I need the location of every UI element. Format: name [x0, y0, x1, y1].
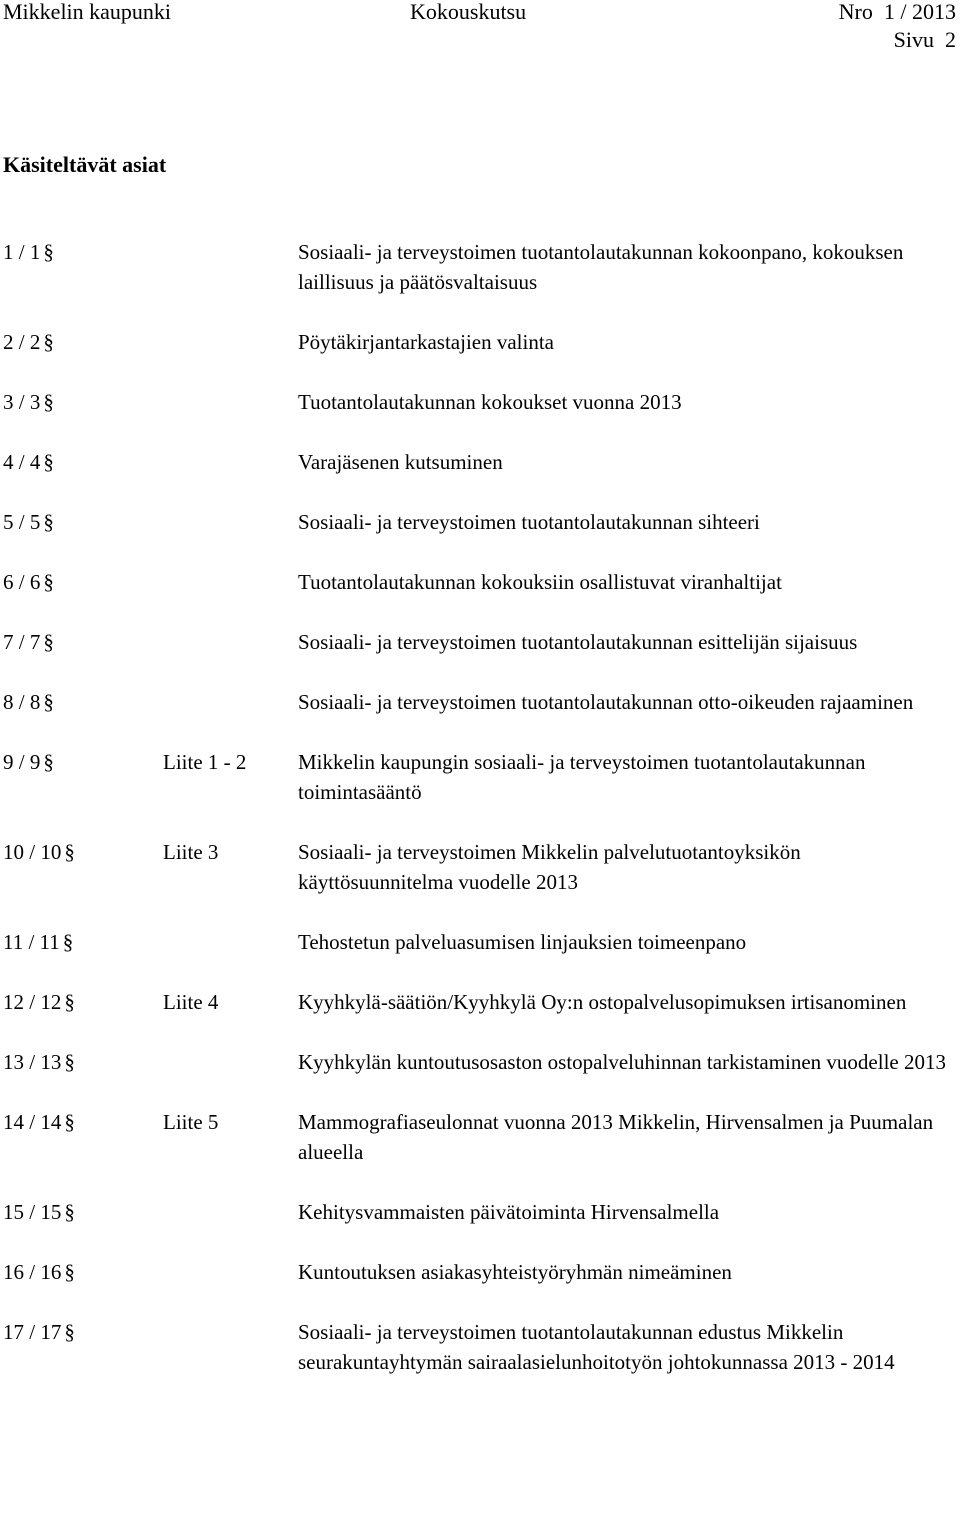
agenda-item — [0, 567, 960, 597]
agenda-item-title: Mikkelin kaupungin sosiaali- ja terveystoimen tuotantolautakunnan toimintasääntö — [298, 750, 866, 804]
agenda-item-number: 11 / 11 — [3, 930, 60, 954]
agenda-item-number: 6 / 6 — [3, 570, 41, 594]
agenda-item-title: Varajäsenen kutsuminen — [298, 450, 503, 474]
agenda-item — [0, 837, 960, 897]
agenda-item-number-cell — [0, 507, 163, 537]
agenda-item-number-cell — [0, 567, 163, 597]
paragraph-mark: § — [43, 510, 54, 534]
paragraph-mark: § — [62, 930, 74, 954]
agenda-item-number-cell — [0, 927, 163, 957]
agenda-item-number-cell — [0, 1197, 163, 1227]
agenda-item-title: Sosiaali- ja terveystoimen tuotantolautakunnan esittelijän sijaisuus — [298, 630, 858, 654]
paragraph-mark: § — [43, 570, 54, 594]
agenda-item-attachment: Liite 3 — [163, 840, 219, 864]
paragraph-mark: § — [43, 390, 54, 414]
agenda-item-number-cell — [0, 327, 163, 357]
agenda-item-number: 14 / 14 — [3, 1110, 62, 1134]
paragraph-mark: § — [64, 1110, 75, 1134]
agenda-item-title: Kyyhkylän kuntoutusosaston ostopalveluhinnan tarkistaminen vuodelle 2013 — [298, 1050, 946, 1074]
agenda-item-number-cell — [0, 1317, 163, 1347]
paragraph-mark: § — [64, 990, 75, 1014]
agenda-item-number: 12 / 12 — [3, 990, 62, 1014]
agenda-item-number-cell — [0, 747, 163, 777]
agenda-item-number-cell — [0, 1257, 163, 1287]
agenda-item — [0, 627, 960, 657]
agenda-item-number: 17 / 17 — [3, 1320, 62, 1344]
agenda-item-title: Kuntoutuksen asiakasyhteistyöryhmän nimeäminen — [298, 1260, 732, 1284]
agenda-item-number: 7 / 7 — [3, 630, 41, 654]
agenda-item — [0, 237, 960, 297]
agenda-item-number-cell — [0, 837, 163, 867]
document-type: Kokouskutsu — [410, 0, 527, 24]
agenda-item-number-cell — [0, 1047, 163, 1077]
page-header — [0, 0, 960, 60]
agenda-item — [0, 1047, 960, 1077]
agenda-item — [0, 1317, 960, 1377]
agenda-item-attachment: Liite 1 - 2 — [163, 750, 247, 774]
paragraph-mark: § — [64, 1320, 75, 1344]
agenda-item-number-cell — [0, 447, 163, 477]
agenda-item-title: Sosiaali- ja terveystoimen tuotantolautakunnan kokoonpano, kokouksen laillisuus ja päätösvaltaisuus — [298, 240, 904, 294]
paragraph-mark: § — [64, 1200, 75, 1224]
page-number: Sivu 2 — [893, 27, 956, 52]
paragraph-mark: § — [43, 630, 54, 654]
agenda-item — [0, 1197, 960, 1227]
agenda-item-title: Kyyhkylä-säätiön/Kyyhkylä Oy:n ostopalvelusopimuksen irtisanominen — [298, 990, 907, 1014]
agenda-item-number: 3 / 3 — [3, 390, 41, 414]
paragraph-mark: § — [43, 690, 54, 714]
agenda-item-number: 1 / 1 — [3, 240, 41, 264]
agenda-item-title: Pöytäkirjantarkastajien valinta — [298, 330, 554, 354]
agenda-item-title: Mammografiaseulonnat vuonna 2013 Mikkelin, Hirvensalmen ja Puumalan alueella — [298, 1110, 934, 1164]
agenda-item-number: 2 / 2 — [3, 330, 41, 354]
agenda-item-number: 4 / 4 — [3, 450, 41, 474]
agenda-item — [0, 747, 960, 807]
agenda-item-number: 16 / 16 — [3, 1260, 62, 1284]
agenda-item-number-cell — [0, 687, 163, 717]
paragraph-mark: § — [43, 330, 54, 354]
agenda-item — [0, 327, 960, 357]
agenda-item-number-cell — [0, 237, 163, 267]
agenda-item-number: 13 / 13 — [3, 1050, 62, 1074]
agenda-item-title: Tuotantolautakunnan kokouksiin osallistuvat viranhaltijat — [298, 570, 782, 594]
agenda-item-number-cell — [0, 987, 163, 1017]
agenda-item-number-cell — [0, 627, 163, 657]
agenda-item-title: Sosiaali- ja terveystoimen tuotantolautakunnan edustus Mikkelin seurakuntayhtymän sairaalasielunhoitotyön johtokunnassa 2013 - 2014 — [298, 1320, 895, 1374]
agenda-item — [0, 927, 960, 957]
agenda-item-title: Tuotantolautakunnan kokoukset vuonna 2013 — [298, 390, 682, 414]
agenda-item — [0, 507, 960, 537]
agenda-item — [0, 447, 960, 477]
agenda-item — [0, 1107, 960, 1167]
paragraph-mark: § — [43, 450, 54, 474]
section-title: Käsiteltävät asiat — [3, 152, 167, 177]
agenda-item-number: 15 / 15 — [3, 1200, 62, 1224]
agenda-item-title: Sosiaali- ja terveystoimen tuotantolautakunnan sihteeri — [298, 510, 760, 534]
agenda-item-number-cell — [0, 1107, 163, 1137]
agenda-item-attachment: Liite 4 — [163, 990, 219, 1014]
agenda-item — [0, 1257, 960, 1287]
agenda-item — [0, 987, 960, 1017]
agenda-item-title: Sosiaali- ja terveystoimen Mikkelin palvelutuotantoyksikön käyttösuunnitelma vuodelle 2013 — [298, 840, 801, 894]
agenda-item-title: Kehitysvammaisten päivätoiminta Hirvensalmella — [298, 1200, 720, 1224]
agenda-item — [0, 387, 960, 417]
agenda-item-number-cell — [0, 387, 163, 417]
paragraph-mark: § — [43, 240, 54, 264]
agenda-item — [0, 687, 960, 717]
document-number: Nro 1 / 2013 — [838, 0, 956, 24]
agenda-item-title: Sosiaali- ja terveystoimen tuotantolautakunnan otto-oikeuden rajaaminen — [298, 690, 914, 714]
agenda-list — [0, 237, 960, 1407]
paragraph-mark: § — [64, 1050, 75, 1074]
paragraph-mark: § — [64, 840, 75, 864]
paragraph-mark: § — [43, 750, 54, 774]
agenda-item-number: 10 / 10 — [3, 840, 62, 864]
agenda-item-number: 5 / 5 — [3, 510, 41, 534]
paragraph-mark: § — [64, 1260, 75, 1284]
agenda-item-number: 8 / 8 — [3, 690, 41, 714]
agenda-item-number: 9 / 9 — [3, 750, 41, 774]
organization-name: Mikkelin kaupunki — [3, 0, 172, 24]
agenda-item-attachment: Liite 5 — [163, 1110, 219, 1134]
agenda-item-title: Tehostetun palveluasumisen linjauksien toimeenpano — [298, 930, 747, 954]
